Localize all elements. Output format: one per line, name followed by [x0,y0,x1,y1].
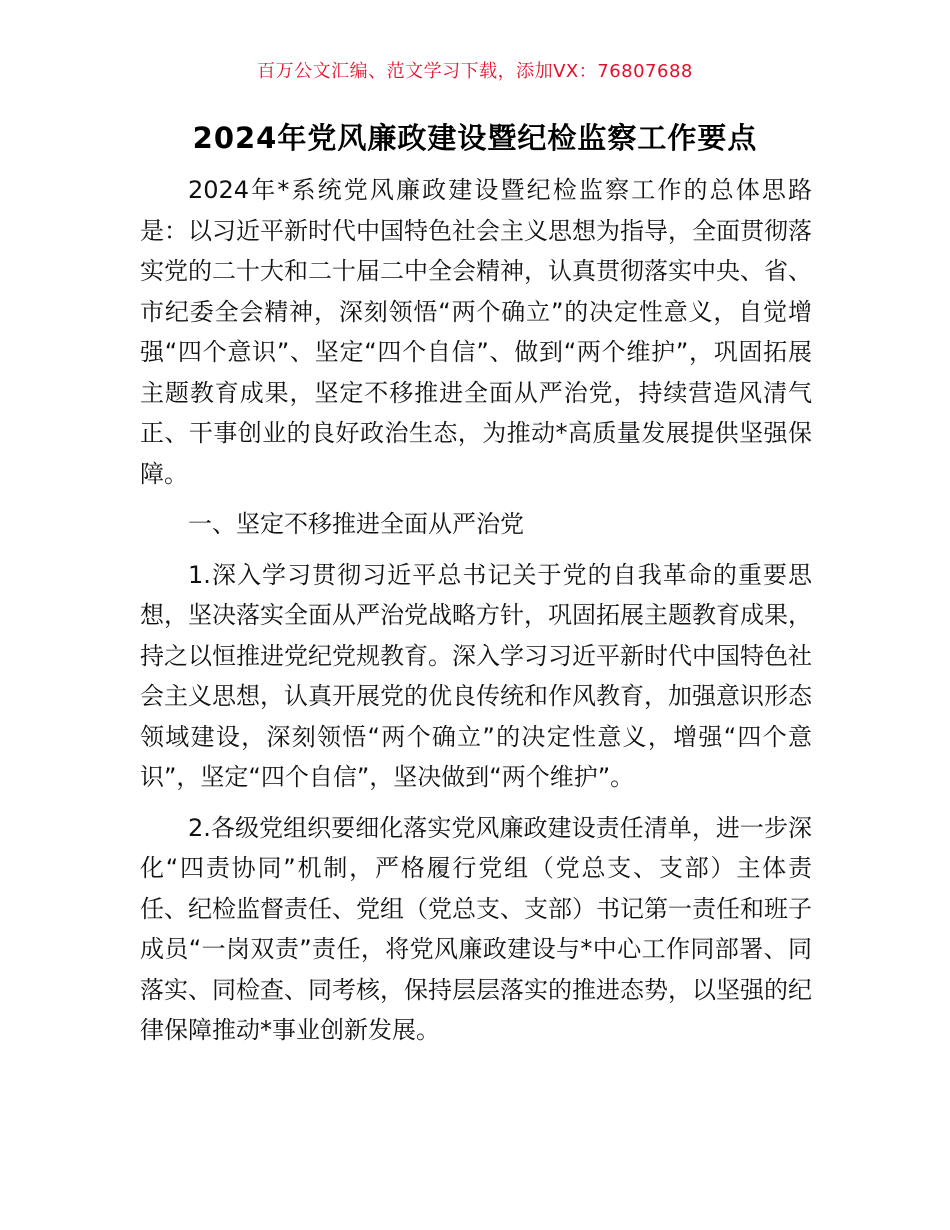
item-paragraph-1: 1.深入学习贯彻习近平总书记关于党的自我革命的重要思想，坚决落实全面从严治党战略方针，巩固拓展主题教育成果，持之以恒推进党纪党规教育。深入学习习近平新时代中国特色社会主义思想，认真开展党的优良传统和作风教育，加强意识形态领域建设，深刻领悟“两个确立”的决定性意义，增强“四个意识”，坚定“四个自信”，坚决做到“两个维护”。 [140,560,812,791]
document-body [140,170,812,1051]
document-title: 2024年党风廉政建设暨纪检监察工作要点 [192,121,758,155]
watermark-header: 百万公文汇编、范文学习下载，添加VX：76807688 [257,61,693,82]
item-paragraph-2: 2.各级党组织要细化落实党风廉政建设责任清单，进一步深化“四责协同”机制，严格履行党组（党总支、支部）主体责任、纪检监督责任、党组（党总支、支部）书记第一责任和班子成员“一岗双责”责任，将党风廉政建设与*中心工作同部署、同落实、同检查、同考核，保持层层落实的推进态势，以坚强的纪律保障推动*事业创新发展。 [140,813,812,1044]
intro-paragraph: 2024年*系统党风廉政建设暨纪检监察工作的总体思路是：以习近平新时代中国特色社会主义思想为指导，全面贯彻落实党的二十大和二十届二中全会精神，认真贯彻落实中央、省、市纪委全会精神，深刻领悟“两个确立”的决定性意义，自觉增强“四个意识”、坚定“四个自信”、做到“两个维护”，巩固拓展主题教育成果，坚定不移推进全面从严治党，持续营造风清气正、干事创业的良好政治生态，为推动*高质量发展提供坚强保障。 [140,176,812,488]
section-heading: 一、坚定不移推进全面从严治党 [188,510,524,538]
